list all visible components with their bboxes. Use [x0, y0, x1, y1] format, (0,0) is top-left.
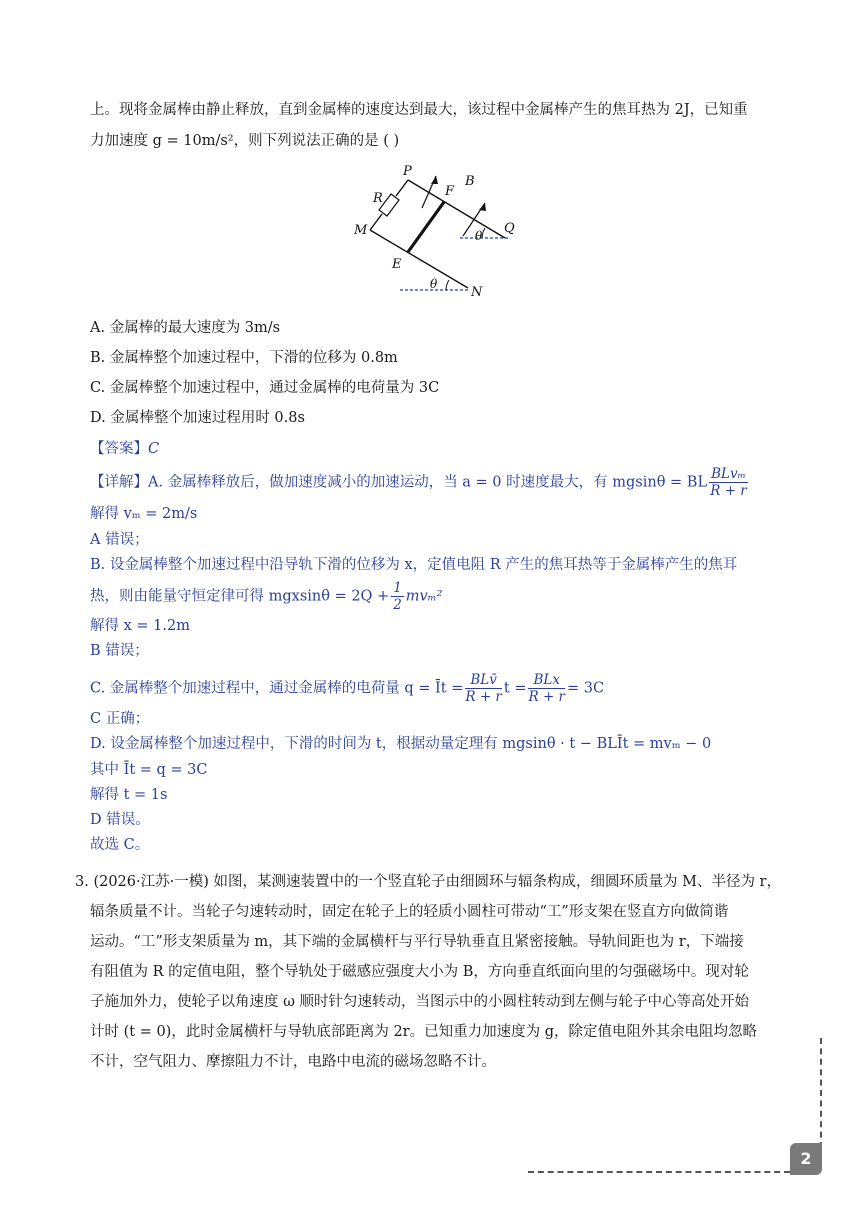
q3-line-3: 运动。“工”形支架质量为 m，其下端的金属横杆与平行导轨垂直且紧密接触。导轨间距也为 r，下端接 [90, 934, 744, 950]
label-N: N [471, 285, 483, 300]
answer-tag: 【答案】 [90, 441, 148, 457]
detail-a-wrong: A 错误； [90, 532, 149, 548]
detail-a-text: A. 金属棒释放后，做加速度减小的加速运动，当 a = 0 时速度最大，有 mgsinθ = BL [148, 474, 708, 491]
detail-tag: 【详解】 [90, 474, 148, 491]
option-b: B. 金属棒整个加速过程中，下滑的位移为 0.8m [90, 350, 398, 366]
label-B: B [465, 174, 475, 189]
option-a: A. 金属棒的最大速度为 3m/s [90, 320, 281, 336]
q3-line-4: 有阻值为 R 的定值电阻，整个导轨处于磁感应强度大小为 B，方向垂直纸面向里的匀强磁场中。现对轮 [90, 964, 749, 980]
answer-value: C [148, 441, 160, 457]
answer-line [90, 439, 159, 459]
label-F: F [445, 184, 455, 199]
detail-a-solve: 解得 vₘ = 2m/s [90, 506, 198, 522]
metal-rod [408, 202, 444, 252]
page-corner-dashed-vertical [820, 1038, 822, 1148]
detail-c-fraction-2: $\frac{\text{BLx}}{R + r}$ [528, 672, 565, 705]
label-theta-top: θ [475, 229, 483, 243]
label-M: M [354, 223, 368, 238]
detail-b-fraction: $\frac{1}{2}$ [393, 580, 402, 613]
label-E: E [392, 257, 402, 272]
detail-d-where: 其中 Īt = q = 3C [90, 762, 208, 778]
option-c: C. 金属棒整个加速过程中，通过金属棒的电荷量为 3C [90, 380, 440, 396]
page-number: 2 [790, 1143, 822, 1175]
q3-line-5: 子施加外力，使轮子以角速度 ω 顺时针匀速转动，当图示中的小圆柱转动到左侧与轮子中心等高处开始 [90, 994, 750, 1010]
intro-line-1: 上。现将金属棒由静止释放，直到金属棒的速度达到最大，该过程中金属棒产生的焦耳热为 2J，已知重 [90, 102, 748, 118]
label-P: P [403, 164, 412, 179]
label-Q: Q [504, 221, 515, 236]
label-R: R [373, 191, 383, 206]
detail-a-fraction: $\frac{\text{BLvₘ}}{R + r}$ [710, 466, 747, 499]
detail-b-line-2: 热，则由能量守恒定律可得 mgxsinθ = 2Q + $\frac{1}{2}$ mvₘ² [90, 580, 443, 613]
q3-line-6: 计时 (t = 0)，此时金属横杆与导轨底部距离为 2r。已知重力加速度为 g，除定值电阻外其余电阻均忽略 [90, 1024, 757, 1040]
detail-b-solve: 解得 x = 1.2m [90, 618, 190, 634]
detail-d-solve: 解得 t = 1s [90, 787, 168, 803]
q3-line-7: 不计，空气阻力、摩擦阻力不计，电路中电流的磁场忽略不计。 [90, 1054, 496, 1070]
q3-line-2: 辐条质量不计。当轮子匀速转动时，固定在轮子上的轻质小圆柱可带动“工”形支架在竖直方向做简谐 [90, 904, 729, 920]
q3-line-1: 3. (2026·江苏·一模) 如图，某测速装置中的一个竖直轮子由细圆环与辐条构成，细圆环质量为 M、半径为 r， [75, 874, 781, 890]
page-corner-dashed-horizontal [528, 1171, 790, 1173]
detail-b-line-1: B. 设金属棒整个加速过程中沿导轨下滑的位移为 x，定值电阻 R 产生的焦耳热等于金属棒产生的焦耳 [90, 557, 738, 573]
detail-a-line [90, 466, 750, 499]
detail-c-line: C. 金属棒整个加速过程中，通过金属棒的电荷量 q = Īt = $\frac{\text{BLv̄}}{R + r}$ t = $\frac{\text{BLx}}{R + r}$ = 3C [90, 672, 605, 705]
detail-d-line: D. 设金属棒整个加速过程中，下滑的时间为 t，根据动量定理有 mgsinθ · t − BLĪt = mvₘ − 0 [90, 736, 712, 752]
detail-c-right: C 正确； [90, 711, 150, 727]
detail-conclusion: 故选 C。 [90, 837, 150, 853]
intro-line-2: 力加速度 g = 10m/s²，则下列说法正确的是 ( ) [90, 133, 400, 149]
inclined-rails-diagram [330, 160, 530, 300]
detail-b-wrong: B 错误； [90, 643, 149, 659]
detail-c-fraction-1: $\frac{\text{BLv̄}}{R + r}$ [465, 672, 502, 705]
option-d: D. 金属棒整个加速过程用时 0.8s [90, 410, 305, 426]
detail-d-wrong: D 错误。 [90, 812, 150, 828]
label-theta-bottom: θ [430, 277, 438, 291]
